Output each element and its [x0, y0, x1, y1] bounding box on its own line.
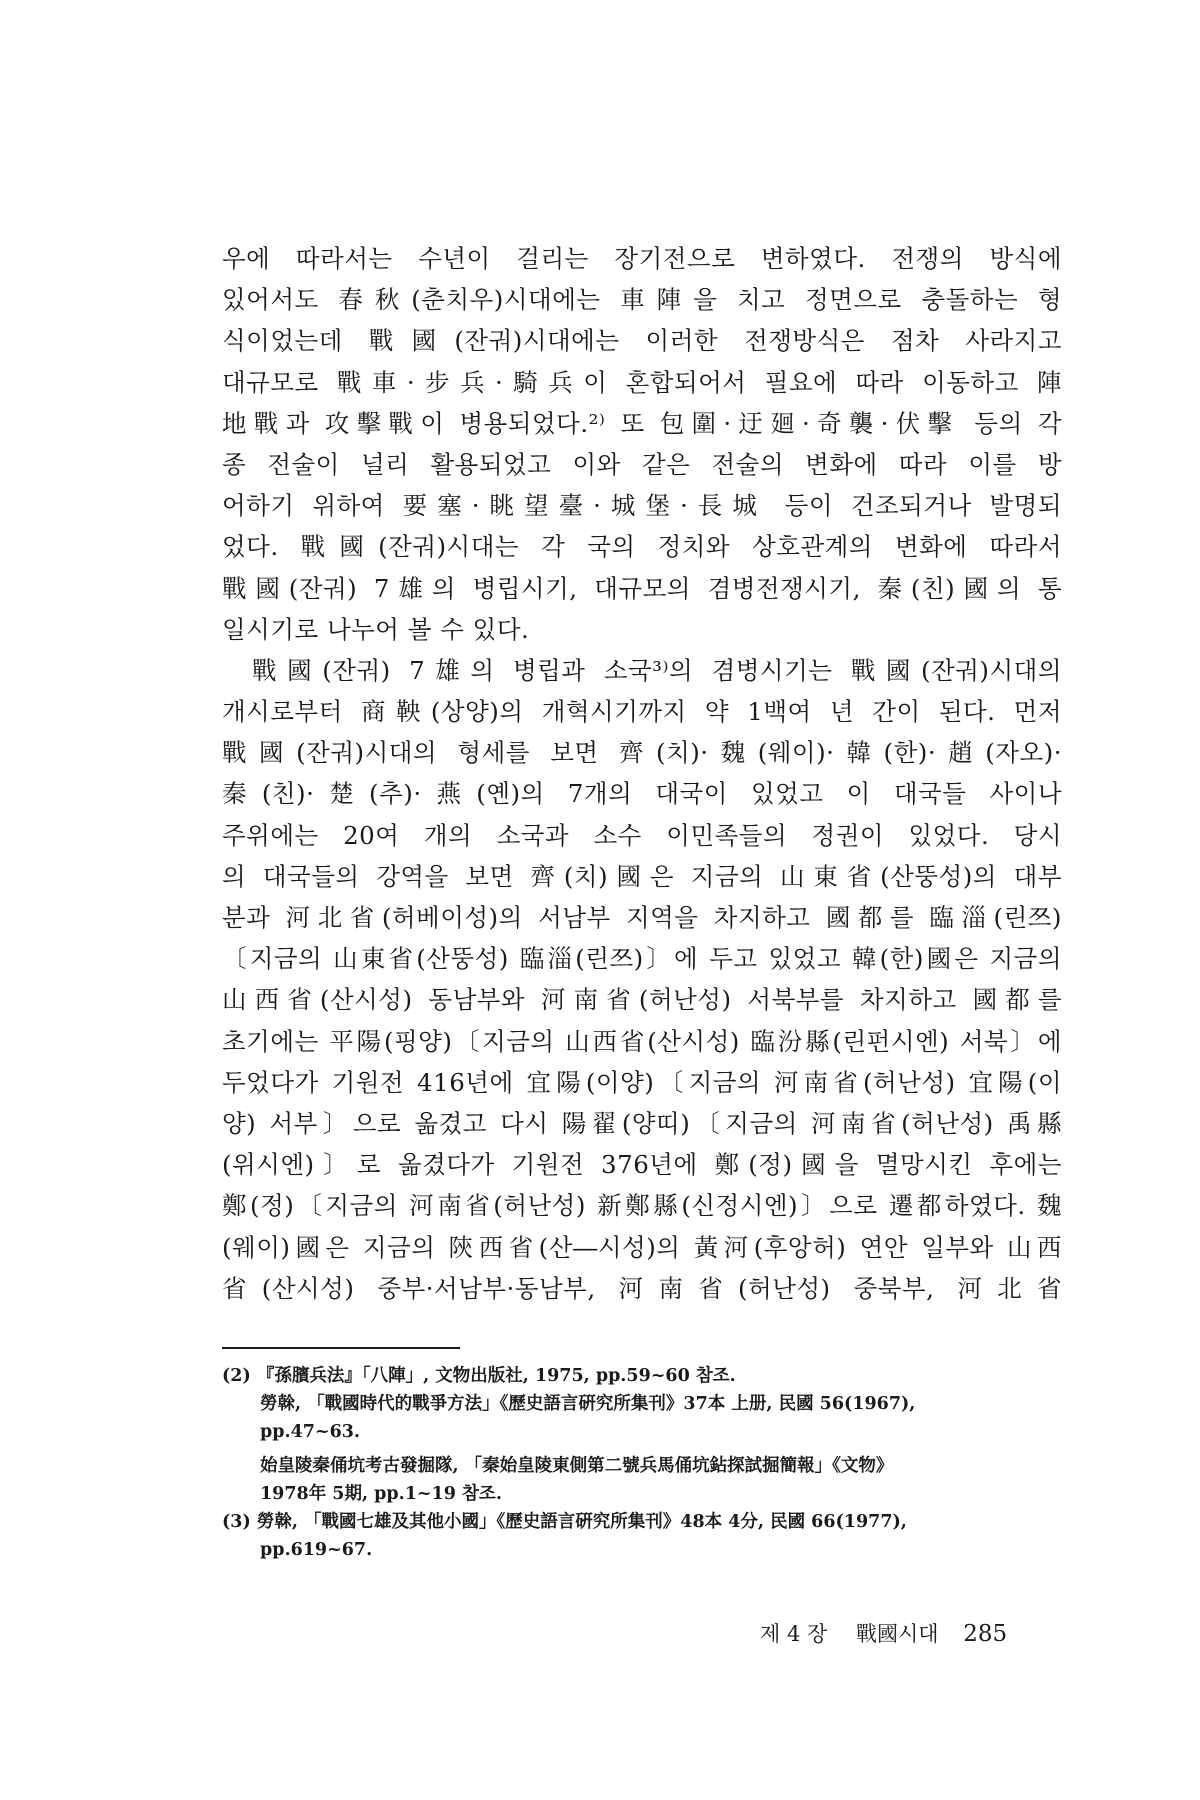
body-line: 일시기로 나누어 볼 수 있다.: [222, 614, 530, 644]
body-line: 식이었는데 戰國(잔궈)시대에는 이러한 전쟁방식은 점차 사라지고: [222, 326, 1062, 356]
body-line: 〔지금의 山東省(산뚱성) 臨淄(린쯔)〕에 두고 있었고 韓(한)國은 지금의: [222, 944, 1062, 974]
body-line: (웨이)國은 지금의 陝西省(산―시성)의 黃河(후앙허) 연안 일부와 山西: [222, 1232, 1062, 1262]
running-head-title: 戰國시대: [855, 1622, 939, 1646]
footnote-2-continuation: pp.47~63.: [260, 1422, 361, 1442]
body-text: [222, 238, 1062, 1309]
body-line: 鄭(정)〔지금의 河南省(허난성) 新鄭縣(신정시엔)〕으로 遷都하였다. 魏: [222, 1191, 1062, 1221]
page-number: 285: [963, 1621, 1008, 1647]
body-line: 종 전술이 널리 활용되었고 이와 같은 전술의 변화에 따라 이를 방: [222, 449, 1062, 479]
footnote-2-continuation: 始皇陵秦俑坑考古發掘隊, 「秦始皇陵東側第二號兵馬俑坑鉆探試掘簡報」《文物》: [260, 1456, 894, 1476]
footnote-2-continuation: 1978年 5期, pp.1~19 참조.: [260, 1484, 502, 1504]
body-line: 秦(친)·楚(추)·燕(옌)의 7개의 대국이 있었고 이 대국들 사이나: [222, 779, 1062, 809]
body-line: 양) 서부〕으로 옮겼고 다시 陽翟(양띠)〔지금의 河南省(허난성) 禹縣: [222, 1108, 1062, 1138]
body-line: 초기에는 平陽(핑양)〔지금의 山西省(산시성) 臨汾縣(린펀시엔) 서북〕에: [222, 1026, 1062, 1056]
footnote-3: (3) 勞榦, 「戰國七雄及其他小國」《歷史語言硏究所集刊》48本 4分, 民國 66(1977),: [222, 1512, 907, 1532]
body-line: 두었다가 기원전 416년에 宜陽(이양)〔지금의 河南省(허난성) 宜陽(이: [222, 1067, 1062, 1097]
body-line: 省(산시성) 중부·서남부·동남부, 河南省(허난성) 중북부, 河北省: [222, 1273, 1062, 1303]
footnote-2-continuation: 勞榦, 「戰國時代的戰爭方法」《歷史語言硏究所集刊》37本 上册, 民國 56(1967),: [260, 1394, 916, 1414]
body-line: 어하기 위하여 要塞·眺望臺·城堡·長城 등이 건조되거나 발명되: [222, 491, 1062, 521]
body-line: 대규모로 戰車·步兵·騎兵이 혼합되어서 필요에 따라 이동하고 陣: [222, 367, 1062, 397]
footnote-2: (2) 『孫臏兵法』「八陣」, 文物出版社, 1975, pp.59~60 참조.: [222, 1366, 736, 1386]
body-line: 있어서도 春秋(춘치우)시대에는 車陣을 치고 정면으로 충돌하는 형: [222, 285, 1062, 315]
body-line: 戰國(잔궈)시대의 형세를 보면 齊(치)·魏(웨이)·韓(한)·趙(자오)·: [222, 738, 1062, 768]
footnote-divider: [222, 1347, 460, 1349]
running-head-chapter: 제 4 장: [760, 1622, 828, 1646]
body-line: 戰國(잔궈) 7雄의 병립과 소국³⁾의 겸병시기는 戰國(잔궈)시대의: [252, 655, 1062, 685]
body-line: 개시로부터 商鞅(상양)의 개혁시기까지 약 1백여 년 간이 된다. 먼저: [222, 697, 1062, 727]
footnote-3-continuation: pp.619~67.: [260, 1540, 373, 1560]
body-line: 분과 河北省(허베이성)의 서남부 지역을 차지하고 國都를 臨淄(린쯔): [222, 903, 1062, 932]
page-footer: [760, 1618, 1007, 1648]
body-line: 山西省(산시성) 동남부와 河南省(허난성) 서북부를 차지하고 國都를: [222, 985, 1062, 1015]
body-line: 우에 따라서는 수년이 걸리는 장기전으로 변하였다. 전쟁의 방식에: [222, 244, 1062, 273]
body-line: 戰國(잔궈) 7雄의 병립시기, 대규모의 겸병전쟁시기, 秦(친)國의 통: [222, 573, 1062, 603]
body-line: (위시엔)〕로 옮겼다가 기원전 376년에 鄭(정)國을 멸망시킨 후에는: [222, 1150, 1062, 1180]
footnotes: [222, 1362, 1062, 1564]
body-line: 地戰과 攻擊戰이 병용되었다.²⁾ 또 包圍·迂廻·奇襲·伏擊 등의 각: [222, 408, 1062, 438]
body-line: 었다. 戰國(잔궈)시대는 각 국의 정치와 상호관계의 변화에 따라서: [222, 532, 1062, 562]
body-line: 의 대국들의 강역을 보면 齊(치)國은 지금의 山東省(산뚱성)의 대부: [222, 861, 1062, 891]
body-line: 주위에는 20여 개의 소국과 소수 이민족들의 정권이 있었다. 당시: [222, 820, 1062, 850]
